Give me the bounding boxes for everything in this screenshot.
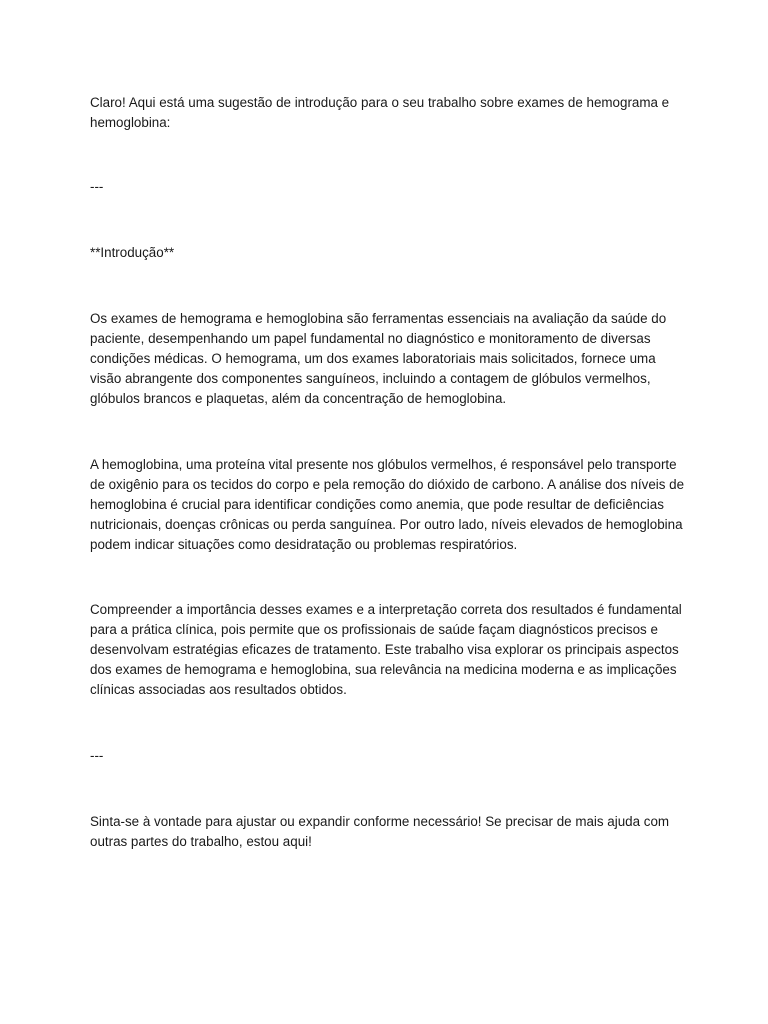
- section-heading: **Introdução**: [90, 245, 175, 260]
- separator-top: ---: [90, 179, 104, 194]
- intro-line: Claro! Aqui está uma sugestão de introdução para o seu trabalho sobre exames de hemograma e hemoglobina:: [90, 95, 670, 130]
- paragraph-importancia: Compreender a importância desses exames e a interpretação correta dos resultados é fundamental para a prática clínica, pois permite que os profissionais de saúde façam diagnósticos precisos e desenvolvam estratégias eficazes de tratamento. Este trabalho visa explorar os principais aspectos dos exames de hemograma e hemoglobina, sua relevância na medicina moderna e as implicações clínicas associadas aos resultados obtidos.: [90, 602, 682, 697]
- paragraph-hemoglobina: A hemoglobina, uma proteína vital presente nos glóbulos vermelhos, é responsável pelo transporte de oxigênio para os tecidos do corpo e pela remoção do dióxido de carbono. A análise dos níveis de hemoglobina é crucial para identificar condições como anemia, que pode resultar de deficiências nutricionais, doenças crônicas ou perda sanguínea. Por outro lado, níveis elevados de hemoglobina podem indicar situações como desidratação ou problemas respiratórios.: [90, 457, 685, 552]
- paragraph-hemograma: Os exames de hemograma e hemoglobina são ferramentas essenciais na avaliação da saúde do paciente, desempenhando um papel fundamental no diagnóstico e monitoramento de diversas condições médicas. O hemograma, um dos exames laboratoriais mais solicitados, fornece uma visão abrangente dos componentes sanguíneos, incluindo a contagem de glóbulos vermelhos, glóbulos brancos e plaquetas, além da concentração de hemoglobina.: [90, 311, 667, 406]
- closing-note: Sinta-se à vontade para ajustar ou expandir conforme necessário! Se precisar de mais ajuda com outras partes do trabalho, estou aqui!: [90, 814, 670, 849]
- separator-bottom: ---: [90, 748, 104, 763]
